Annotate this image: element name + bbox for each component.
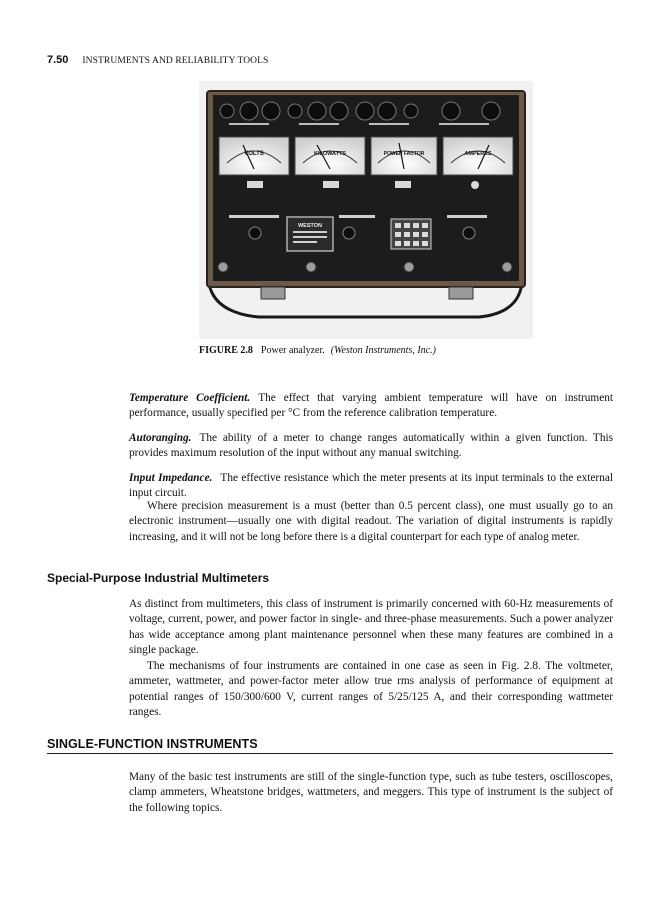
meter-power-factor (371, 137, 437, 175)
special-purpose-paragraph-1: As distinct from multimeters, this class of instrument is primarily concerned with 60-Hz measurements of voltage, current, power, and power factor in single- and three-phase measurements. Such a power analyzer has wide acceptance among plant maintenance personnel when these many features are combined in a single package. (129, 598, 613, 657)
heading-special-purpose-multimeters: Special-Purpose Industrial Multimeters (47, 571, 270, 585)
wiring-diagram-plate (391, 219, 431, 249)
running-header (47, 50, 268, 64)
definition-temperature-coefficient (129, 391, 613, 422)
figure-caption (199, 345, 436, 356)
meter-power-factor-label: POWER FACTOR (383, 151, 425, 157)
definition-text: The effective resistance which the meter presents at its input terminals to the external input circuit. (129, 472, 613, 500)
nameplate-brand: WESTON (297, 223, 323, 229)
meter-kilowatts (295, 137, 365, 175)
single-function-paragraph: Many of the basic test instruments are still of the single-function type, such as tube testers, oscilloscopes, clamp ammeters, Wheatstone bridges, wattmeters, and meggers. This type of instrument is the subject of the following topics. (129, 771, 613, 814)
precision-paragraph: Where precision measurement is a must (better than 0.5 percent class), one must usually go to an electronic instrument—usually one with digital readout. The variation of digital instruments is rapidly increasing, and it will not be long before there is a digital counterpart for each type of analog meter. (129, 500, 613, 543)
definition-term: Autoranging. (129, 432, 192, 444)
section-rule (47, 753, 613, 754)
meter-amperes (443, 137, 513, 175)
figure-power-analyzer-photo (199, 81, 533, 339)
definition-term: Input Impedance. (129, 472, 213, 484)
meter-volts-label: VOLTS (244, 151, 264, 157)
definition-autoranging (129, 431, 613, 462)
running-title: INSTRUMENTS AND RELIABILITY TOOLS (82, 56, 269, 66)
heading-single-function-instruments: SINGLE-FUNCTION INSTRUMENTS (47, 737, 258, 751)
meter-amperes-label: AMPERES (464, 151, 492, 157)
definition-text: The ability of a meter to change ranges automatically within a given function. This provides maximum resolution of the input without any manual switching. (129, 432, 613, 460)
meter-volts (219, 137, 289, 175)
power-analyzer-illustration (199, 81, 533, 339)
definition-input-impedance (129, 471, 613, 502)
figure-label: FIGURE 2.8 (199, 345, 253, 356)
definition-term: Temperature Coefficient. (129, 392, 251, 404)
weston-nameplate (287, 217, 333, 251)
figure-credit: (Weston Instruments, Inc.) (330, 345, 436, 356)
meter-kilowatts-label: KILOWATTS (314, 151, 346, 157)
page-number: 7.50 (47, 54, 69, 66)
figure-caption-text: Power analyzer. (260, 345, 325, 356)
definition-text: The effect that varying ambient temperature will have on instrument performance, usually specified per °C from the reference calibration temperature. (129, 392, 613, 420)
special-purpose-paragraph-2: The mechanisms of four instruments are contained in one case as seen in Fig. 2.8. The voltmeter, ammeter, wattmeter, and power-factor meter allow true rms analysis of performance of equipment at potential ranges of 150/300/600 V, current ranges of 5/25/125 A, and their corresponding wattmeter ranges. (129, 660, 613, 719)
